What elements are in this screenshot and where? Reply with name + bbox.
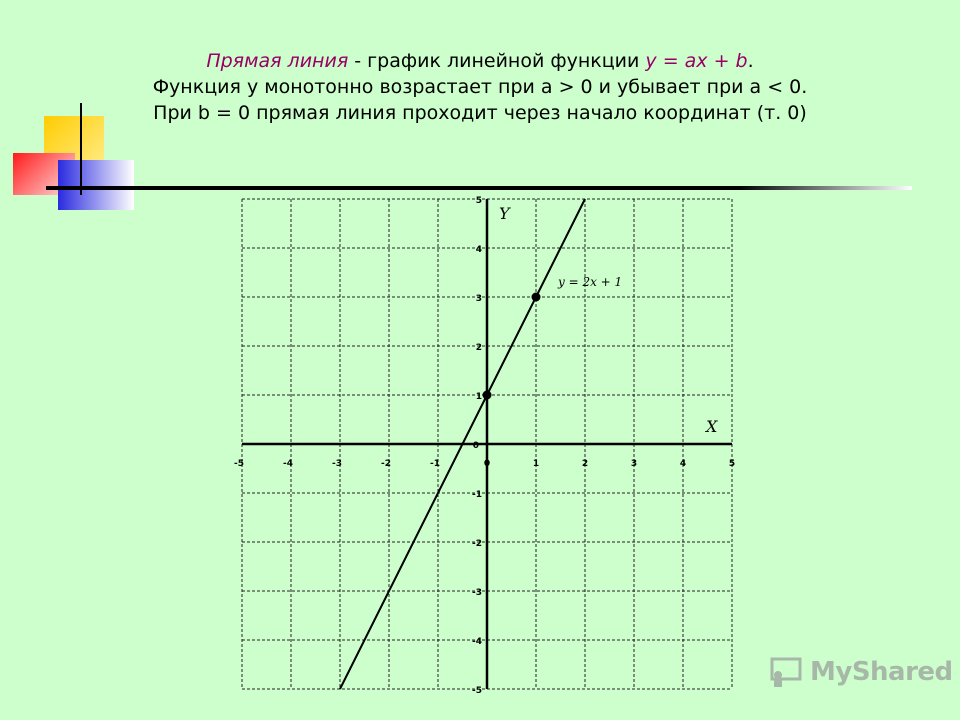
heading-text: - график линейной функции (348, 50, 646, 72)
logo (768, 654, 953, 690)
heading-period: . (747, 50, 754, 72)
teacher-icon (768, 655, 804, 689)
y-tick-label: 4 (475, 245, 482, 255)
x-tick-label: 0 (483, 459, 491, 469)
x-tick-label: -5 (234, 459, 244, 469)
x-axis-title: X (706, 417, 718, 436)
y-tick-label: 5 (475, 196, 482, 206)
line-chart (228, 190, 748, 700)
y-tick-label: 3 (475, 294, 482, 304)
x-tick-label: -1 (430, 459, 440, 469)
x-tick-label: 1 (532, 459, 540, 469)
data-point (483, 391, 492, 400)
equation-label: y = 2x + 1 (558, 275, 623, 289)
data-point (532, 293, 541, 302)
y-tick-label: 0 (472, 441, 479, 451)
y-axis-title: Y (499, 204, 510, 223)
x-tick-label: 3 (630, 459, 638, 469)
y-tick-label: -2 (472, 539, 482, 549)
y-tick-label: -5 (472, 686, 482, 696)
heading-formula: y = ax + b (645, 50, 748, 72)
heading-line-2: Функция y монотонно возрастает при a > 0 и убывает при a < 0. (152, 76, 808, 98)
y-tick-label: -3 (472, 588, 482, 598)
y-tick-label: -1 (472, 490, 482, 500)
x-tick-label: 5 (728, 459, 736, 469)
x-tick-label: -2 (381, 459, 391, 469)
x-tick-label: -4 (283, 459, 293, 469)
heading-line-3: При b = 0 прямая линия проходит через начало координат (т. 0) (153, 102, 807, 124)
x-tick-label: -3 (332, 459, 342, 469)
logo-text: MyShared (810, 657, 953, 687)
slide-heading (0, 48, 960, 126)
x-tick-label: 4 (679, 459, 687, 469)
y-tick-label: 1 (475, 392, 482, 402)
y-tick-label: -4 (472, 637, 482, 647)
x-tick-label: 2 (581, 459, 589, 469)
y-tick-label: 2 (475, 343, 482, 353)
decor-blue-square (58, 160, 134, 210)
heading-line-1 (0, 48, 960, 74)
heading-term: Прямая линия (206, 50, 349, 72)
